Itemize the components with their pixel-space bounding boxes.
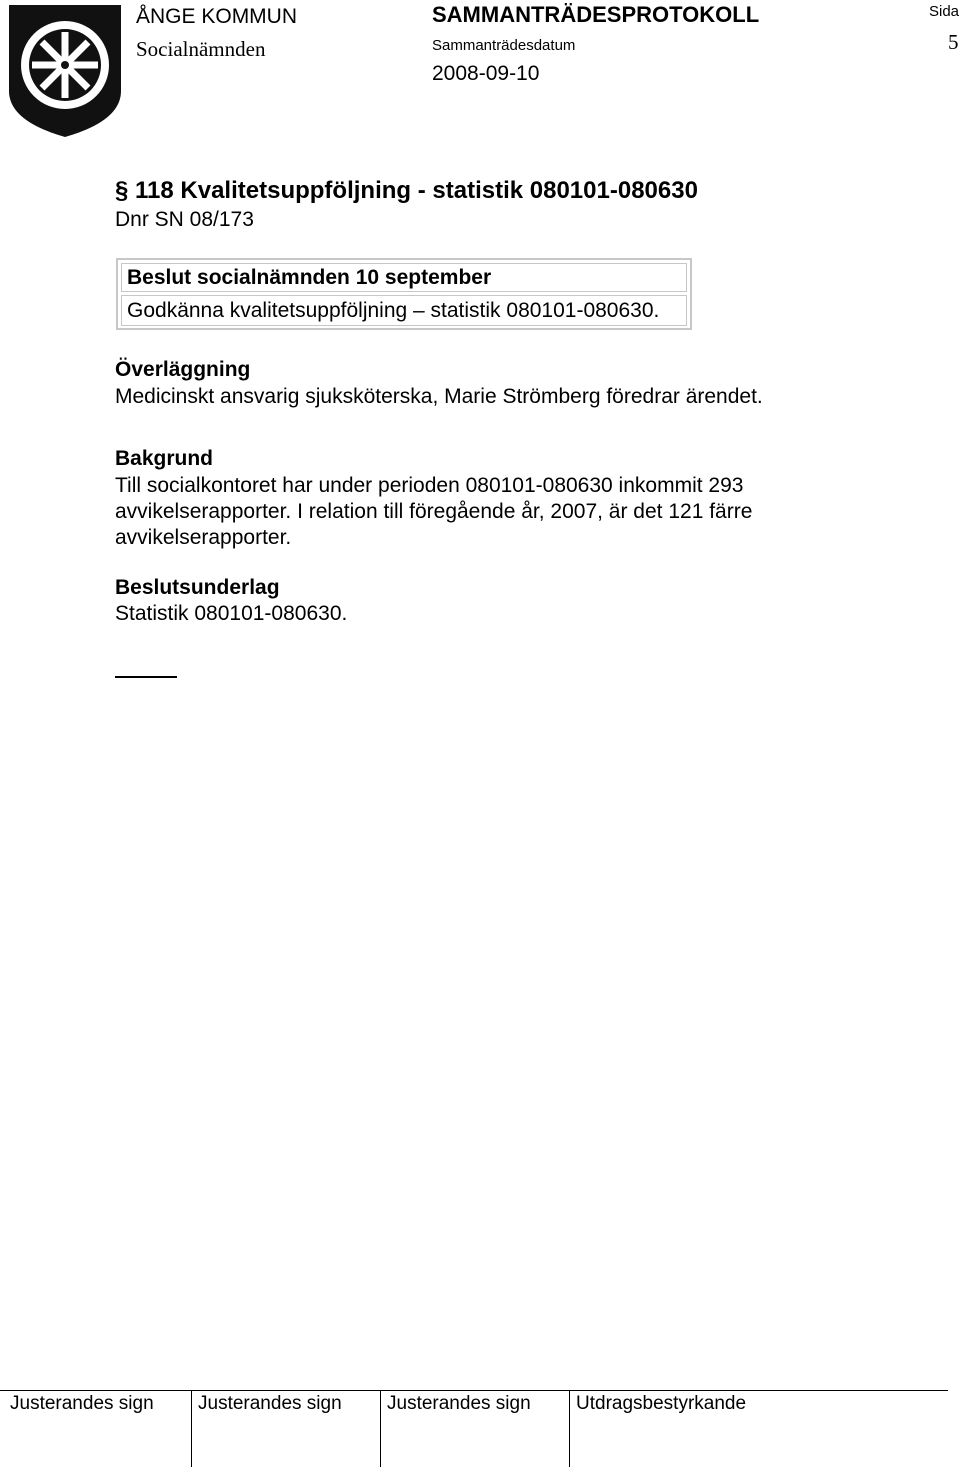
decision-text-cell bbox=[121, 295, 687, 326]
footer-signature-label: Justerandes sign bbox=[198, 1393, 342, 1414]
section-end-rule bbox=[115, 676, 177, 678]
page-label: Sida bbox=[929, 3, 960, 20]
committee-name: Socialnämnden bbox=[136, 37, 266, 61]
background-line: avvikelserapporter. bbox=[115, 526, 292, 549]
footer-signature-label: Justerandes sign bbox=[10, 1393, 154, 1414]
footer-signature-label: Justerandes sign bbox=[387, 1393, 531, 1414]
decision-box bbox=[116, 258, 692, 330]
background-line: Till socialkontoret har under perioden 080101-080630 inkommit 293 bbox=[115, 474, 744, 497]
background-line: avvikelserapporter. I relation till föregående år, 2007, är det 121 färre bbox=[115, 500, 753, 523]
municipality-name: ÅNGE KOMMUN bbox=[136, 5, 298, 28]
footer-divider bbox=[380, 1390, 381, 1467]
item-heading: § 118 Kvalitetsuppföljning - statistik 080101-080630 bbox=[115, 177, 698, 204]
decision-title-cell bbox=[121, 263, 687, 292]
meeting-date-label: Sammanträdesdatum bbox=[432, 37, 576, 54]
decision-text: Godkänna kvalitetsuppföljning – statistik 080101-080630. bbox=[127, 299, 660, 322]
footer-divider bbox=[191, 1390, 192, 1467]
decision-title: Beslut socialnämnden 10 september bbox=[127, 266, 492, 289]
deliberation-heading: Överläggning bbox=[115, 358, 251, 381]
meeting-date: 2008-09-10 bbox=[432, 62, 540, 85]
protocol-title: SAMMANTRÄDESPROTOKOLL bbox=[432, 2, 760, 27]
municipality-coat-of-arms-logo bbox=[6, 3, 124, 139]
basis-heading: Beslutsunderlag bbox=[115, 576, 280, 599]
case-number: Dnr SN 08/173 bbox=[115, 208, 254, 231]
page-number: 5 bbox=[948, 30, 959, 54]
footer-divider bbox=[569, 1390, 570, 1467]
deliberation-text: Medicinskt ansvarig sjuksköterska, Marie Strömberg föredrar ärendet. bbox=[115, 385, 763, 408]
background-heading: Bakgrund bbox=[115, 447, 214, 470]
footer-certification-label: Utdragsbestyrkande bbox=[576, 1393, 747, 1414]
basis-text: Statistik 080101-080630. bbox=[115, 602, 348, 625]
footer-rule bbox=[0, 1390, 948, 1391]
